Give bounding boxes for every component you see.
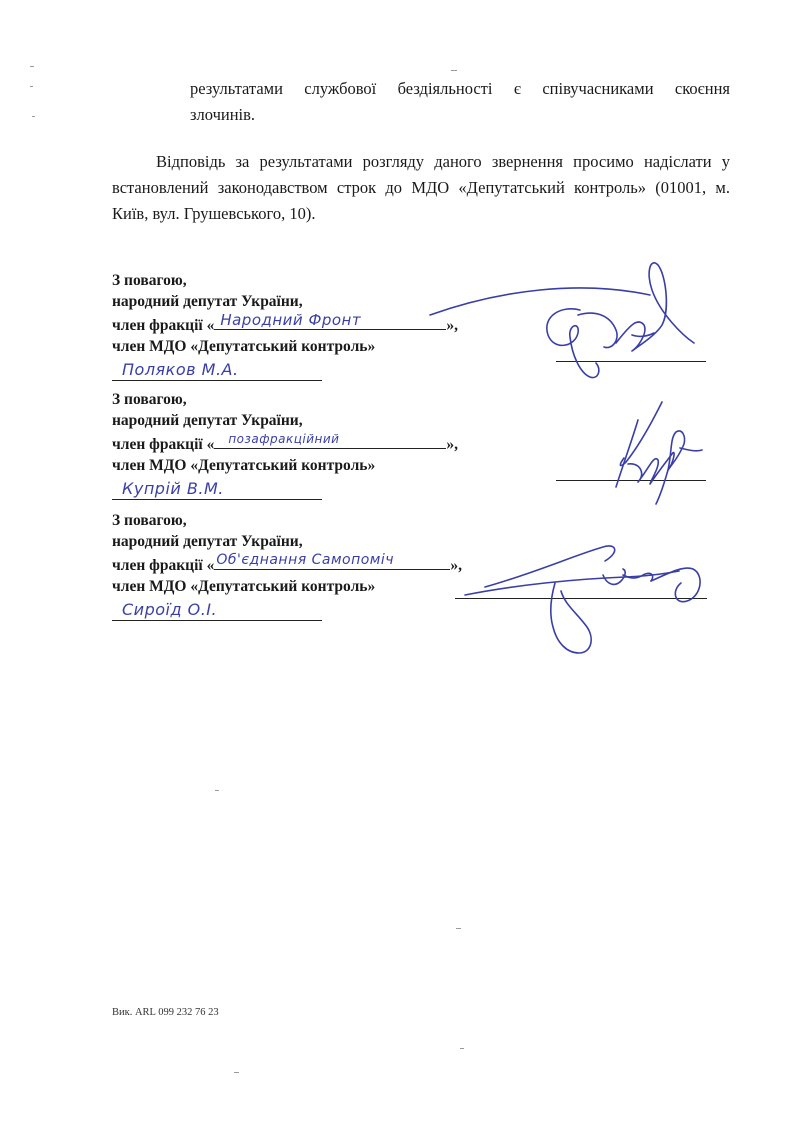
faction-suffix: », — [446, 436, 458, 453]
faction-line — [112, 312, 552, 336]
signature-block — [112, 389, 552, 500]
paragraph-complicity — [190, 76, 730, 128]
paragraph-line: результатами службової бездіяльності є співучасниками скоєння — [190, 79, 730, 98]
role: народний депутат України, — [112, 293, 303, 310]
handwritten-signature — [520, 255, 720, 385]
name-fill — [112, 358, 322, 381]
faction-prefix: член фракції « — [112, 317, 215, 334]
faction-fill — [214, 431, 446, 449]
scan-speck — [456, 928, 461, 929]
executor-footer: Вик. ARL 099 232 76 23 — [112, 1007, 219, 1018]
faction-handwritten: Народний Фронт — [220, 311, 362, 329]
faction-suffix: », — [450, 557, 462, 574]
scan-speck — [215, 790, 219, 791]
role: народний депутат України, — [112, 533, 303, 550]
paragraph-line: злочинів. — [190, 105, 256, 124]
faction-line — [112, 431, 552, 455]
paragraph-body: Відповідь за результатами розгляду даного звернення просимо надіслати у встановлений законодавством строк до МДО «Депутатський контроль» (01001, м. — [112, 152, 730, 197]
faction-handwritten: позафракційний — [228, 432, 340, 446]
scan-speck — [32, 116, 35, 117]
scan-speck — [460, 1048, 464, 1049]
faction-suffix: », — [446, 317, 458, 334]
mdo-line: член МДО «Депутатський контроль» — [112, 578, 376, 595]
greeting: З повагою, — [112, 512, 187, 529]
name-handwritten: Сироїд О.І. — [122, 600, 218, 619]
greeting: З повагою, — [112, 391, 187, 408]
faction-fill — [214, 312, 446, 330]
scan-speck — [30, 66, 34, 67]
scan-speck — [30, 86, 33, 87]
scan-speck — [451, 70, 457, 71]
name-handwritten: Купрій В.М. — [122, 479, 224, 498]
scan-speck — [234, 1072, 239, 1073]
mdo-line: член МДО «Депутатський контроль» — [112, 338, 376, 355]
greeting: З повагою, — [112, 272, 187, 289]
handwritten-signature — [455, 535, 715, 665]
name-handwritten: Поляков М.А. — [122, 360, 239, 379]
name-fill — [112, 598, 322, 621]
faction-handwritten: Об'єднання Самопоміч — [216, 552, 395, 568]
paragraph-response-request — [112, 149, 730, 227]
paragraph-line: Київ, вул. Грушевського, 10). — [112, 204, 316, 223]
faction-prefix: член фракції « — [112, 557, 215, 574]
signature-block — [112, 270, 552, 381]
mdo-line: член МДО «Депутатський контроль» — [112, 457, 376, 474]
faction-prefix: член фракції « — [112, 436, 215, 453]
faction-fill — [214, 552, 450, 570]
handwritten-signature — [580, 392, 720, 512]
role: народний депутат України, — [112, 412, 303, 429]
name-fill — [112, 477, 322, 500]
